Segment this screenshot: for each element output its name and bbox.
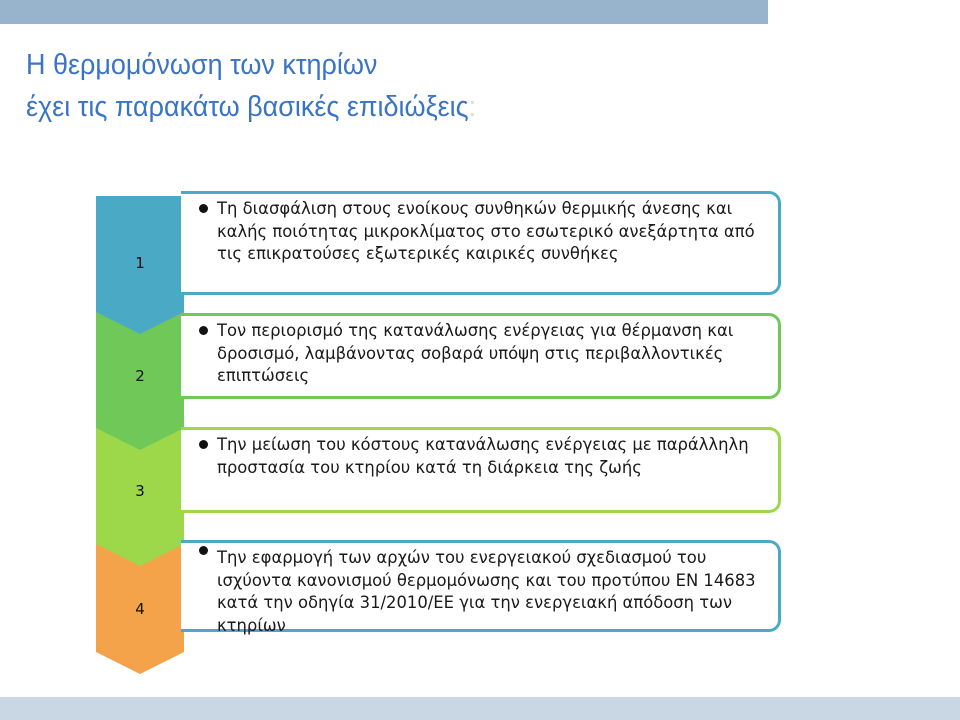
step-4-number: 4 [135, 600, 145, 618]
step-4-card [181, 540, 781, 635]
step-1-bullet [199, 204, 208, 213]
title-line-1: Η θερμομόνωση των κτηρίων [26, 49, 378, 81]
step-2-text: Τον περιορισμό της κατανάλωσης ενέργειας για θέρμανση και δροσισμό, λαμβάνοντας σοβαρά υπόψη στις περιβαλλοντικές επιπτώσεις [217, 321, 734, 386]
title-colon: : [468, 91, 477, 123]
title-line-2-text: έχει τις παρακάτω βασικές επιδιώξεις [26, 91, 469, 123]
step-4-text: Την εφαρμογή των αρχών του ενεργειακού σχεδιασμού του ισχύοντα κανονισμού θερμομόνωσης και του προτύπου ΕΝ 14683 κατά την οδηγία 31/2010/ΕΕ για την ενεργειακή απόδοση των κτηρίων [217, 548, 756, 635]
step-1-text: Τη διασφάλιση στους ενοίκους συνθηκών θερμικής άνεσης και καλής ποιότητας μικροκλίματος στο εσωτερικό ανεξάρτητα από τις επικρατούσες εξωτερικές καιρικές συνθήκες [217, 199, 755, 264]
bottom-banner-bar [0, 697, 960, 720]
step-3-number: 3 [135, 482, 145, 500]
step-3-text: Την μείωση του κόστους κατανάλωσης ενέργειας με παράλληλη προστασία του κτηρίου κατά τη διάρκεια της ζωής [217, 435, 749, 477]
step-3-card [181, 427, 781, 513]
step-2-bullet [199, 326, 208, 335]
step-2-number: 2 [135, 367, 145, 385]
step-3-bullet [199, 440, 208, 449]
step-4-bullet [199, 546, 208, 555]
step-1-number: 1 [135, 254, 145, 272]
step-1-card [181, 191, 781, 295]
step-2-card [181, 313, 781, 399]
